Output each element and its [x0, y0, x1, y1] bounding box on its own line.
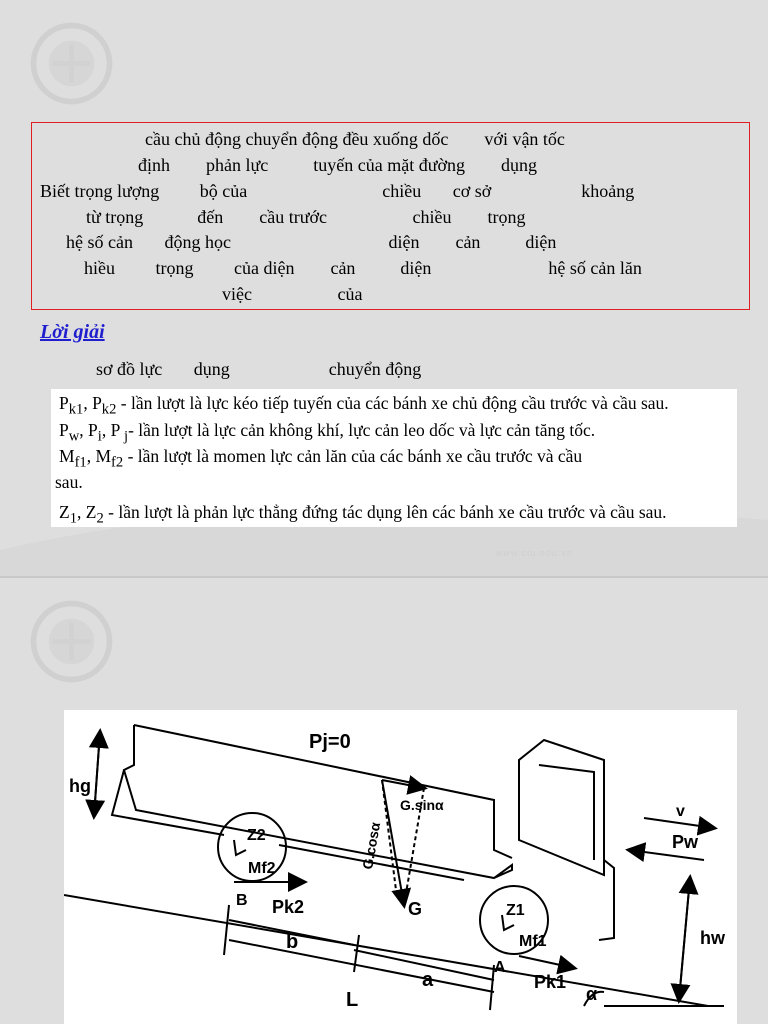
- v-label: v: [676, 803, 685, 820]
- ground-slope-line: [64, 895, 708, 1006]
- legend-line: $P_w$, $P_i$, P $_j$- lần lượt là lực cản không khí, lực cản leo dốc và lực cản tăng tốc.: [59, 420, 596, 445]
- g-cos-label: G.cosα: [359, 820, 384, 871]
- problem-line: từ trọng đến cầu trước chiều trọng: [86, 207, 526, 227]
- legend-line: $M_{f1}$, $M_{f2}$ - lần lượt là momen lực cản lăn của các bánh xe cầu trước và cầu: [59, 446, 583, 471]
- pk1-arrow: [519, 956, 574, 968]
- mf2-label: Mf2: [248, 860, 276, 877]
- truck-rear-lower: [112, 770, 224, 835]
- b-point-label: B: [236, 892, 248, 909]
- cab-window: [539, 765, 594, 860]
- solution-line: sơ đồ lực dụng chuyển động: [96, 359, 422, 379]
- a-point-label: A: [494, 959, 506, 976]
- university-logo-icon: [24, 16, 119, 111]
- problem-line: hệ số cản động học diện cản diện: [66, 232, 557, 252]
- a-dim-label: a: [422, 969, 434, 991]
- l-dimension: [229, 940, 494, 992]
- legend-line: sau.: [55, 472, 83, 492]
- problem-line: Biết trọng lượng bộ của chiều cơ sở khoảng: [40, 181, 635, 201]
- pj-label: Pj=0: [309, 731, 351, 753]
- vehicle-force-diagram: [64, 710, 737, 1024]
- mf2-marker: [234, 840, 246, 855]
- truck-cab: [519, 740, 604, 875]
- pk2-label: Pk2: [272, 897, 305, 917]
- legend-line: $P_{k1}$, $P_{k2}$ - lần lượt là lực kéo tiếp tuyến của các bánh xe chủ động cầu trước và cầu sau.: [59, 393, 669, 418]
- hw-label: hw: [700, 928, 725, 948]
- g-label: G: [408, 899, 423, 919]
- problem-box: [31, 122, 750, 310]
- pw-label: Pw: [672, 832, 699, 852]
- university-logo-icon: [24, 594, 119, 689]
- mf1-label: Mf1: [519, 933, 547, 950]
- vehicle-diagram-svg: [64, 710, 737, 1024]
- pk1-label: Pk1: [534, 972, 567, 992]
- problem-line: hiều trọng của diện cản diện hệ số cản lăn: [84, 258, 642, 278]
- legend-line: $Z_1$, $Z_2$ - lần lượt là phản lực thẳng đứng tác dụng lên các bánh xe cầu trước và cầu sau.: [59, 502, 667, 527]
- problem-line: việc của: [222, 284, 363, 304]
- alpha-label: α: [586, 984, 598, 1004]
- problem-line: cầu chủ động chuyển động đều xuống dốc với vận tốc: [145, 129, 565, 149]
- b-dim-label: b: [286, 931, 299, 953]
- hg-label: hg: [69, 776, 91, 796]
- z2-label: Z2: [247, 827, 266, 844]
- cab-front: [599, 860, 614, 940]
- g-sin-label: G.sinα: [400, 797, 444, 813]
- z1-label: Z1: [506, 902, 525, 919]
- watermark: www.ctu.edu.vn: [496, 548, 574, 558]
- legend-box: [51, 389, 737, 527]
- l-dim-label: L: [346, 989, 359, 1011]
- slide-2: [0, 578, 768, 1024]
- solution-title: Lời giải: [40, 321, 105, 343]
- problem-line: định phản lực tuyến của mặt đường dụng: [138, 155, 537, 175]
